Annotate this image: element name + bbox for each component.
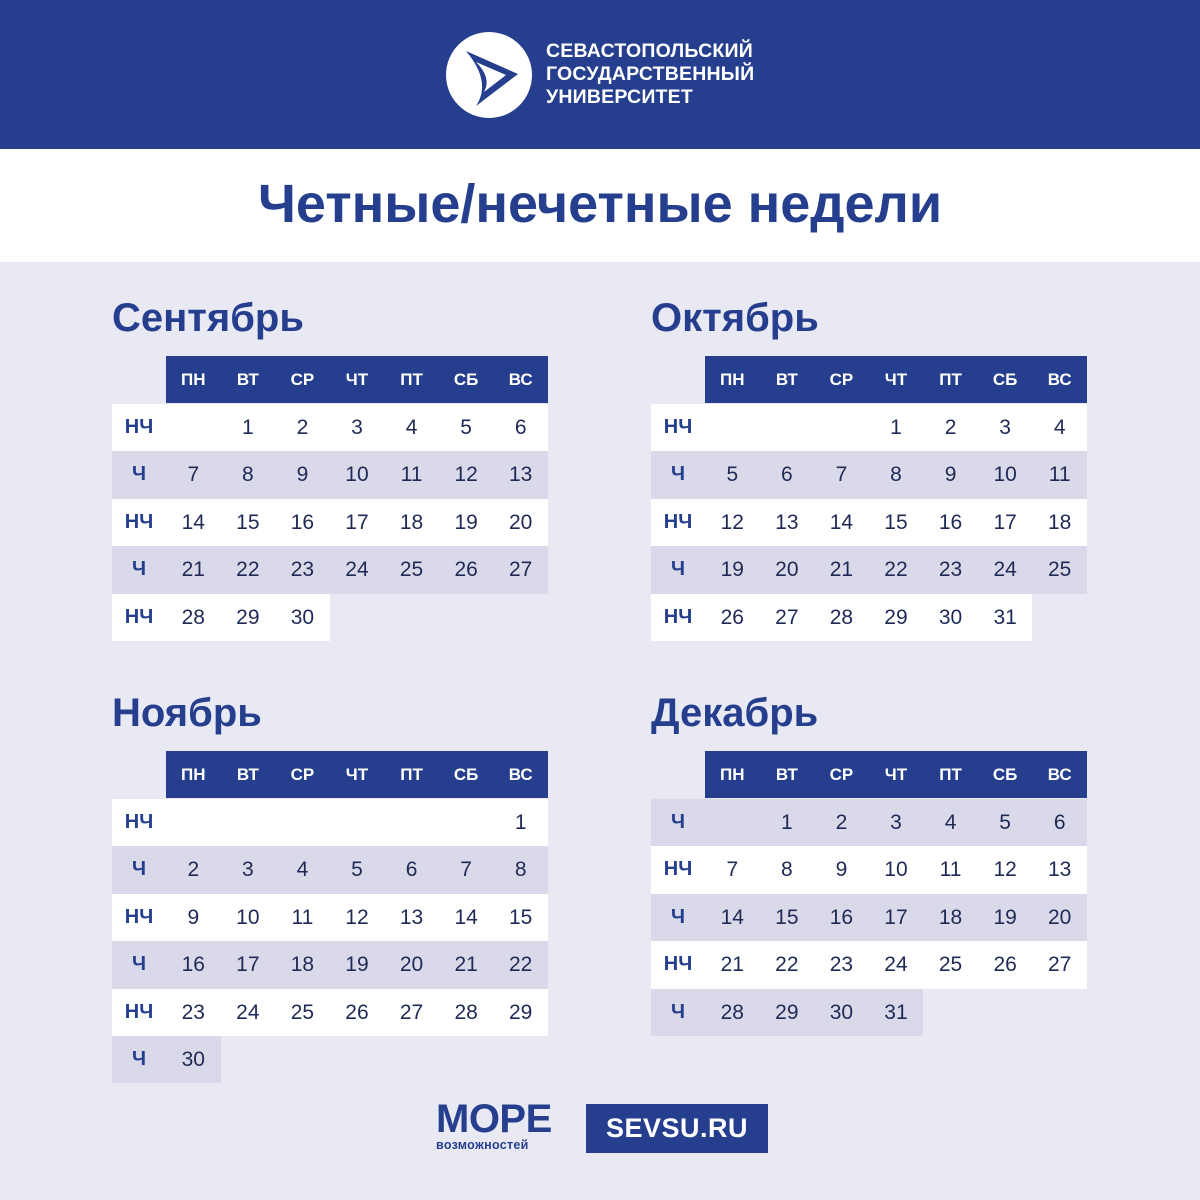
title-band [0,149,1200,262]
week-row [651,546,1087,593]
day-cell: 12 [993,858,1017,882]
week-row [112,1036,548,1083]
day-cell: 3 [351,416,363,439]
slogan-big: МОРЕ [436,1097,552,1141]
week-row [112,451,548,498]
week-row [112,846,548,893]
week-parity-label: Ч [670,558,686,581]
day-cell: 13 [1048,858,1072,882]
day-cell: 1 [514,811,527,834]
day-cell: 10 [884,858,908,882]
day-cell: 25 [1048,558,1072,582]
day-cell: 16 [938,510,963,534]
weekday-label: ВТ [236,370,259,389]
weekday-label: СБ [453,765,479,784]
day-cell: 9 [187,905,200,929]
week-parity-label: Ч [131,953,147,976]
day-cell: 13 [775,510,799,534]
weekday-label: СБ [992,370,1018,389]
day-cell: 28 [181,605,205,629]
week-parity-label: НЧ [663,416,693,438]
day-cell: 17 [236,953,260,977]
day-cell: 18 [290,953,315,977]
weekday-header [166,356,548,403]
week-rows [112,404,548,641]
weekday-label: ПН [181,370,206,389]
weekday-label: ВС [1047,765,1072,784]
day-cell: 12 [345,905,369,929]
day-cell: 10 [236,905,260,929]
day-cell: 17 [345,510,369,534]
day-cell: 24 [993,558,1017,582]
day-cell: 7 [835,463,848,487]
page-title: Четные/нечетные недели [257,174,943,234]
day-cell: 28 [454,1000,478,1024]
day-cell: 21 [829,558,854,582]
university-logo [446,32,532,118]
day-cell: 31 [884,1000,908,1024]
week-parity-label: НЧ [124,811,154,833]
day-cell: 23 [181,1000,205,1024]
week-row [112,989,548,1036]
weekday-header [705,751,1087,798]
week-parity-label: НЧ [124,416,154,438]
day-cell: 28 [829,605,854,629]
week-parity-label: НЧ [124,905,154,928]
day-cell: 12 [720,510,744,534]
week-row [112,499,548,546]
day-cell: 28 [720,1000,744,1024]
day-cell: 13 [509,463,533,487]
day-cell: 15 [509,905,533,929]
day-cell: 11 [400,463,423,487]
weekday-label: ВТ [236,765,259,784]
day-cell: 16 [829,905,854,929]
day-cell: 25 [938,953,963,977]
weekday-label: СР [829,765,854,784]
weekday-label: ПТ [400,370,423,389]
day-cell: 8 [890,463,902,487]
day-cell: 10 [993,463,1017,487]
week-row [651,499,1087,546]
day-cell: 18 [938,905,963,929]
week-parity-label: Ч [131,558,147,581]
day-cell: 14 [720,905,744,929]
month-title-september: Сентябрь [112,296,304,340]
day-cell: 6 [781,463,793,487]
weekday-label: СБ [992,765,1018,784]
week-parity-label: Ч [670,905,686,928]
day-cell: 2 [296,416,309,439]
day-cell: 25 [290,1000,315,1024]
day-cell: 23 [290,558,315,582]
day-cell: 30 [181,1047,205,1071]
weekday-label: ЧТ [345,765,369,784]
day-cell: 27 [399,1000,424,1024]
week-row [651,894,1087,941]
weekday-label: СБ [453,370,479,389]
day-cell: 11 [291,905,314,929]
day-cell: 1 [781,811,793,834]
day-cell: 14 [454,905,478,929]
day-cell: 5 [460,416,472,439]
day-cell: 22 [775,953,799,977]
day-cell: 1 [242,416,254,439]
day-cell: 15 [236,510,260,534]
day-cell: 18 [399,510,424,534]
week-rows [651,799,1087,1036]
day-cell: 26 [993,953,1017,977]
weekday-label: ВС [508,370,533,389]
weekday-label: ПН [720,765,745,784]
day-cell: 21 [454,953,478,977]
month-title-october: Октябрь [651,296,819,340]
day-cell: 16 [290,510,315,534]
day-cell: 7 [460,858,472,882]
week-parity-label: Ч [131,858,147,881]
week-row [112,594,548,641]
day-cell: 9 [296,463,309,487]
header-banner [0,0,1200,149]
day-cell: 27 [775,605,799,629]
weekday-label: ВТ [775,765,798,784]
week-parity-label: Ч [131,463,147,486]
day-cell: 21 [720,953,744,977]
weekday-header [166,751,548,798]
day-cell: 25 [399,558,424,582]
day-cell: 5 [999,811,1011,834]
day-cell: 9 [835,858,848,882]
day-cell: 5 [726,463,739,487]
day-cell: 27 [1048,953,1072,977]
week-row [651,846,1087,893]
day-cell: 16 [181,953,205,977]
week-parity-label: НЧ [124,510,154,533]
week-row [651,451,1087,498]
day-cell: 24 [236,1000,260,1024]
day-cell: 29 [884,605,908,629]
day-cell: 2 [835,811,848,834]
weekday-label: ПН [181,765,206,784]
day-cell: 20 [399,953,424,977]
weekday-header [705,356,1087,403]
week-rows [112,799,548,1083]
day-cell: 21 [181,558,205,582]
day-cell: 22 [884,558,908,582]
day-cell: 4 [944,811,957,834]
day-cell: 11 [1048,463,1071,487]
day-cell: 10 [345,463,369,487]
day-cell: 26 [720,605,744,629]
university-name-line-3: УНИВЕРСИТЕТ [546,86,693,108]
day-cell: 6 [405,858,418,882]
week-parity-label: Ч [131,1047,147,1070]
weekday-label: ЧТ [884,370,908,389]
day-cell: 20 [1048,905,1072,929]
weekday-label: ЧТ [345,370,369,389]
day-cell: 23 [829,953,854,977]
day-cell: 6 [514,416,527,439]
day-cell: 6 [1053,811,1066,834]
day-cell: 19 [993,905,1017,929]
weekday-label: ПН [720,370,745,389]
day-cell: 12 [454,463,478,487]
week-row [651,941,1087,988]
week-parity-label: НЧ [663,953,693,976]
week-row [651,594,1087,641]
day-cell: 26 [454,558,478,582]
week-row [112,941,548,988]
arrow-logo-icon [446,32,532,118]
weekday-label: ВС [1047,370,1072,389]
day-cell: 4 [1053,416,1066,439]
day-cell: 11 [939,858,962,882]
weekday-label: ВТ [775,370,798,389]
week-parity-label: НЧ [663,605,693,628]
slogan-logo [436,1097,578,1155]
day-cell: 14 [181,510,205,534]
day-cell: 30 [829,1000,854,1024]
day-cell: 24 [884,953,908,977]
university-name [546,40,754,109]
day-cell: 30 [938,605,963,629]
day-cell: 30 [290,605,315,629]
day-cell: 8 [781,858,793,882]
day-cell: 29 [775,1000,799,1024]
week-row [112,404,548,451]
weekday-label: ПТ [939,370,962,389]
week-parity-label: Ч [670,1000,686,1023]
week-parity-label: НЧ [124,605,154,628]
day-cell: 19 [720,558,744,582]
day-cell: 22 [509,953,533,977]
week-parity-label: Ч [670,463,686,486]
day-cell: 4 [296,858,309,882]
day-cell: 19 [345,953,369,977]
day-cell: 20 [775,558,799,582]
day-cell: 14 [829,510,854,534]
day-cell: 8 [514,858,527,882]
week-row [651,799,1087,846]
day-cell: 17 [884,905,908,929]
week-rows [651,404,1087,641]
day-cell: 31 [993,605,1017,629]
day-cell: 3 [890,811,902,834]
week-row-background [112,799,548,846]
day-cell: 17 [993,510,1017,534]
day-cell: 9 [944,463,957,487]
week-parity-label: НЧ [663,510,693,533]
day-cell: 8 [242,463,254,487]
slogan-small: возможностей [436,1138,529,1152]
day-cell: 4 [405,416,418,439]
weekday-label: СР [290,370,315,389]
day-cell: 2 [187,858,200,882]
week-parity-label: Ч [670,811,686,833]
day-cell: 15 [884,510,908,534]
week-parity-label: НЧ [124,1000,154,1023]
day-cell: 18 [1048,510,1072,534]
week-row [112,894,548,941]
day-cell: 23 [938,558,963,582]
month-title-november: Ноябрь [112,691,262,735]
day-cell: 26 [345,1000,369,1024]
site-link[interactable]: SEVSU.RU [586,1104,768,1153]
day-cell: 1 [890,416,902,439]
day-cell: 19 [454,510,478,534]
week-parity-label: НЧ [663,858,693,881]
weekday-label: ПТ [939,765,962,784]
day-cell: 15 [775,905,799,929]
day-cell: 2 [944,416,957,439]
day-cell: 3 [242,858,254,882]
month-title-december: Декабрь [651,691,819,735]
university-name-line-1: СЕВАСТОПОЛЬСКИЙ [546,40,753,62]
weekday-label: СР [829,370,854,389]
weekday-label: ВС [508,765,533,784]
day-cell: 7 [187,463,200,487]
day-cell: 29 [509,1000,533,1024]
day-cell: 20 [509,510,533,534]
weekday-label: ЧТ [884,765,908,784]
weekday-label: СР [290,765,315,784]
day-cell: 24 [345,558,369,582]
day-cell: 13 [399,905,424,929]
day-cell: 29 [236,605,260,629]
weekday-label: ПТ [400,765,423,784]
week-row [112,799,548,846]
university-name-line-2: ГОСУДАРСТВЕННЫЙ [546,63,755,85]
day-cell: 5 [351,858,363,882]
day-cell: 27 [509,558,533,582]
day-cell: 22 [236,558,260,582]
day-cell: 7 [726,858,739,882]
week-row [651,404,1087,451]
week-row [112,546,548,593]
week-row [651,989,1087,1036]
day-cell: 3 [999,416,1011,439]
